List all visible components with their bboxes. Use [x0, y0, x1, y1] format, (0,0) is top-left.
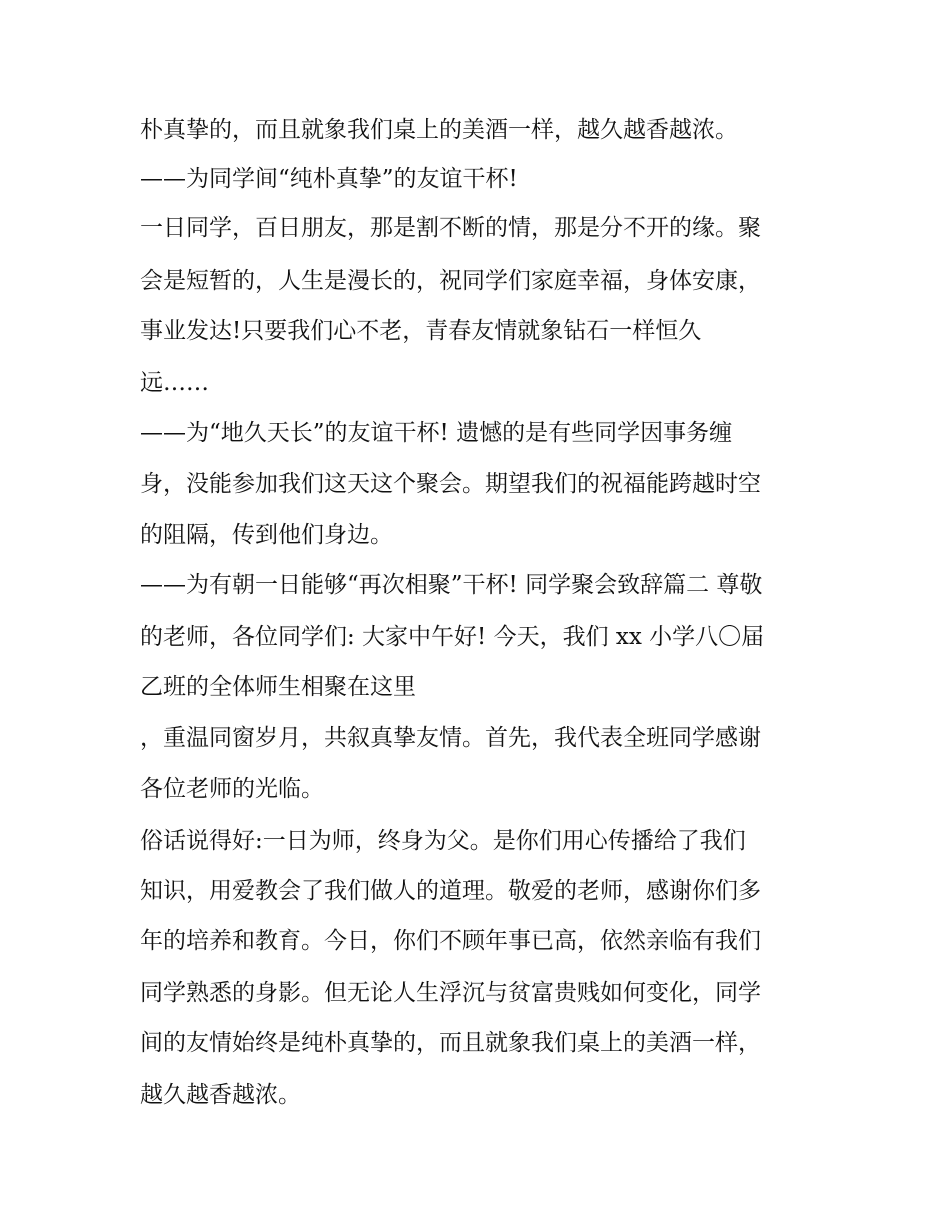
text-line: 乙班的全体师生相聚在这里	[140, 674, 416, 700]
text-line: 事业发达!只要我们心不老，青春友情就象钻石一样恒久	[140, 318, 702, 344]
text-line: 年的培养和教育。今日，你们不顾年事已高，依然亲临有我们	[140, 928, 761, 954]
text-line: 会是短暂的，人生是漫长的，祝同学们家庭幸福，身体安康，	[140, 268, 761, 294]
text-line: 同学熟悉的身影。但无论人生浮沉与贫富贵贱如何变化，同学	[140, 980, 761, 1006]
text-line: 远……	[140, 370, 209, 396]
text-line: 的阻隔，传到他们身边。	[140, 522, 393, 548]
text-line: ——为同学间“纯朴真挚”的友谊干杯!	[140, 166, 518, 192]
text-line: ，重温同窗岁月，共叙真挚友情。首先，我代表全班同学感谢	[140, 725, 761, 751]
text-line: 俗话说得好:一日为师，终身为父。是你们用心传播给了我们	[140, 828, 746, 854]
text-line: 越久越香越浓。	[140, 1082, 301, 1108]
text-line: 间的友情始终是纯朴真挚的，而且就象我们桌上的美酒一样，	[140, 1030, 761, 1056]
text-line: ——为有朝一日能够“再次相聚”干杯! 同学聚会致辞篇二 尊敬	[140, 572, 763, 598]
text-line: 的老师，各位同学们: 大家中午好! 今天，我们 xx 小学八〇届	[140, 624, 765, 650]
text-line: 一日同学，百日朋友，那是割不断的情，那是分不开的缘。聚	[140, 215, 761, 241]
text-line: 各位老师的光临。	[140, 776, 324, 802]
text-line: 朴真挚的，而且就象我们桌上的美酒一样，越久越香越浓。	[140, 117, 738, 143]
text-line: 身，没能参加我们这天这个聚会。期望我们的祝福能跨越时空	[140, 471, 761, 497]
text-line: ——为“地久天长”的友谊干杯! 遗憾的是有些同学因事务缠	[140, 420, 733, 446]
text-line: 知识，用爱教会了我们做人的道理。敬爱的老师，感谢你们多	[140, 878, 761, 904]
